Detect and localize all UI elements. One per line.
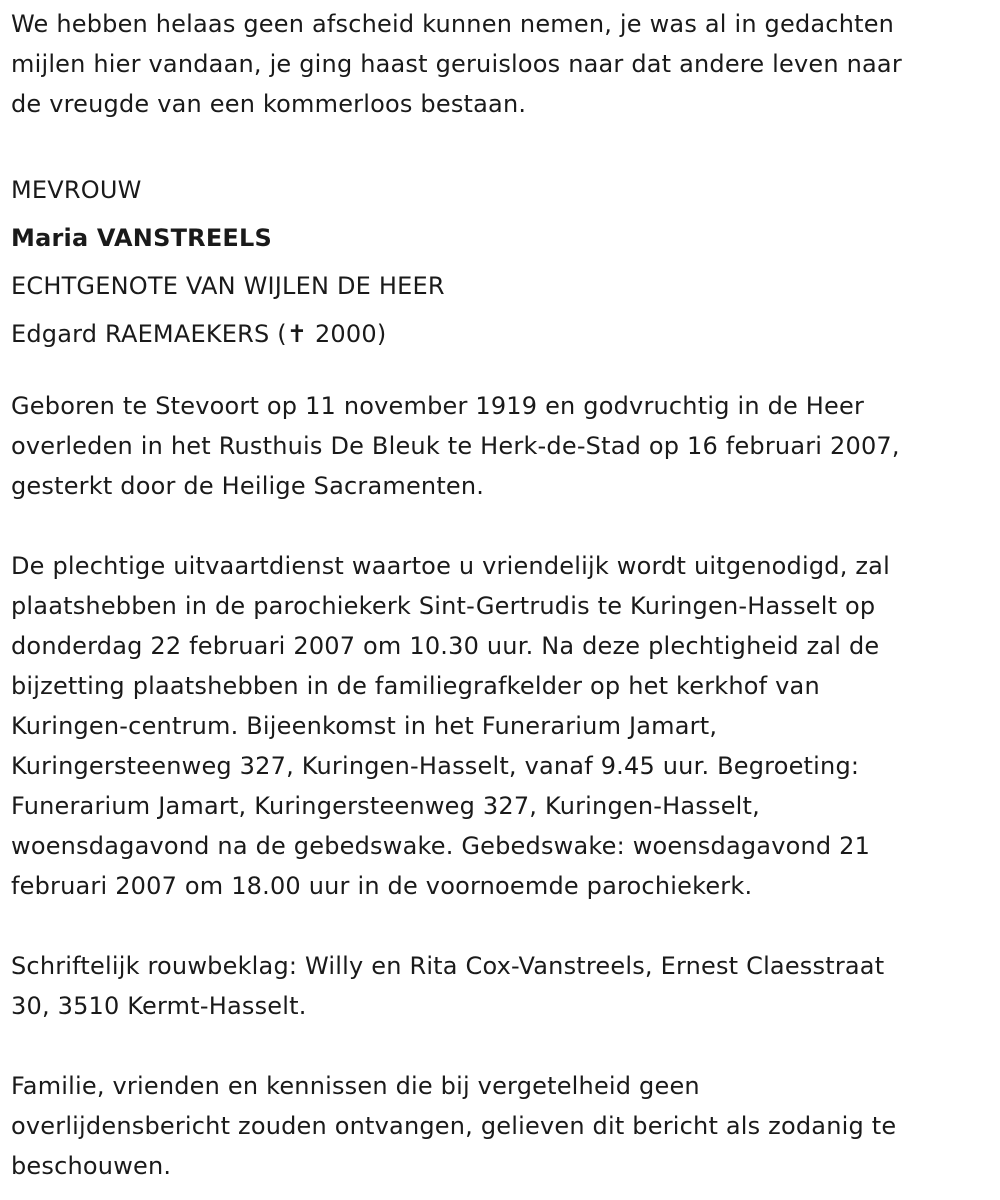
ceremony-line: Kuringersteenweg 327, Kuringen-Hasselt, vanaf 9.45 uur. Begroeting:	[11, 752, 860, 780]
condolence-line: Schriftelijk rouwbeklag: Willy en Rita Cox-Vanstreels, Ernest Claesstraat	[11, 952, 885, 980]
ceremony-paragraph	[11, 546, 980, 906]
intro-poem	[11, 4, 980, 124]
deceased-name: Maria VANSTREELS	[11, 224, 273, 252]
ceremony-line: Funerarium Jamart, Kuringersteenweg 327, Kuringen-Hasselt,	[11, 792, 760, 820]
paragraph-gap	[11, 906, 980, 946]
closing-paragraph	[11, 1066, 980, 1186]
birth-death-line: Geboren te Stevoort op 11 november 1919 en godvruchtig in de Heer	[11, 392, 865, 420]
ceremony-line: bijzetting plaatshebben in de familiegrafkelder op het kerkhof van	[11, 672, 820, 700]
ceremony-line: De plechtige uitvaartdienst waartoe u vriendelijk wordt uitgenodigd, zal	[11, 552, 890, 580]
honorific: MEVROUW	[11, 176, 142, 204]
condolence-paragraph	[11, 946, 980, 1026]
closing-line: beschouwen.	[11, 1152, 172, 1180]
birth-death-paragraph	[11, 386, 980, 506]
intro-line: We hebben helaas geen afscheid kunnen nemen, je was al in gedachten	[11, 10, 895, 38]
ceremony-line: donderdag 22 februari 2007 om 10.30 uur. Na deze plechtigheid zal de	[11, 632, 880, 660]
intro-line: de vreugde van een kommerloos bestaan.	[11, 90, 527, 118]
ceremony-line: plaatshebben in de parochiekerk Sint-Gertrudis te Kuringen-Hasselt op	[11, 592, 876, 620]
deceased-header	[11, 166, 980, 358]
intro-line: mijlen hier vandaan, je ging haast geruisloos naar dat andere leven naar	[11, 50, 902, 78]
ceremony-line: februari 2007 om 18.00 uur in de voornoemde parochiekerk.	[11, 872, 753, 900]
ceremony-line: Kuringen-centrum. Bijeenkomst in het Funerarium Jamart,	[11, 712, 718, 740]
closing-line: Familie, vrienden en kennissen die bij vergetelheid geen	[11, 1072, 700, 1100]
birth-death-line: overleden in het Rusthuis De Bleuk te Herk-de-Stad op 16 februari 2007,	[11, 432, 900, 460]
relation-label: ECHTGENOTE VAN WIJLEN DE HEER	[11, 272, 445, 300]
closing-line: overlijdensbericht zouden ontvangen, gelieven dit bericht als zodanig te	[11, 1112, 897, 1140]
paragraph-gap	[11, 506, 980, 546]
spouse-name: Edgard RAEMAEKERS (✝ 2000)	[11, 320, 387, 348]
birth-death-line: gesterkt door de Heilige Sacramenten.	[11, 472, 485, 500]
ceremony-line: woensdagavond na de gebedswake. Gebedswake: woensdagavond 21	[11, 832, 871, 860]
paragraph-gap	[11, 1026, 980, 1066]
condolence-line: 30, 3510 Kermt-Hasselt.	[11, 992, 307, 1020]
